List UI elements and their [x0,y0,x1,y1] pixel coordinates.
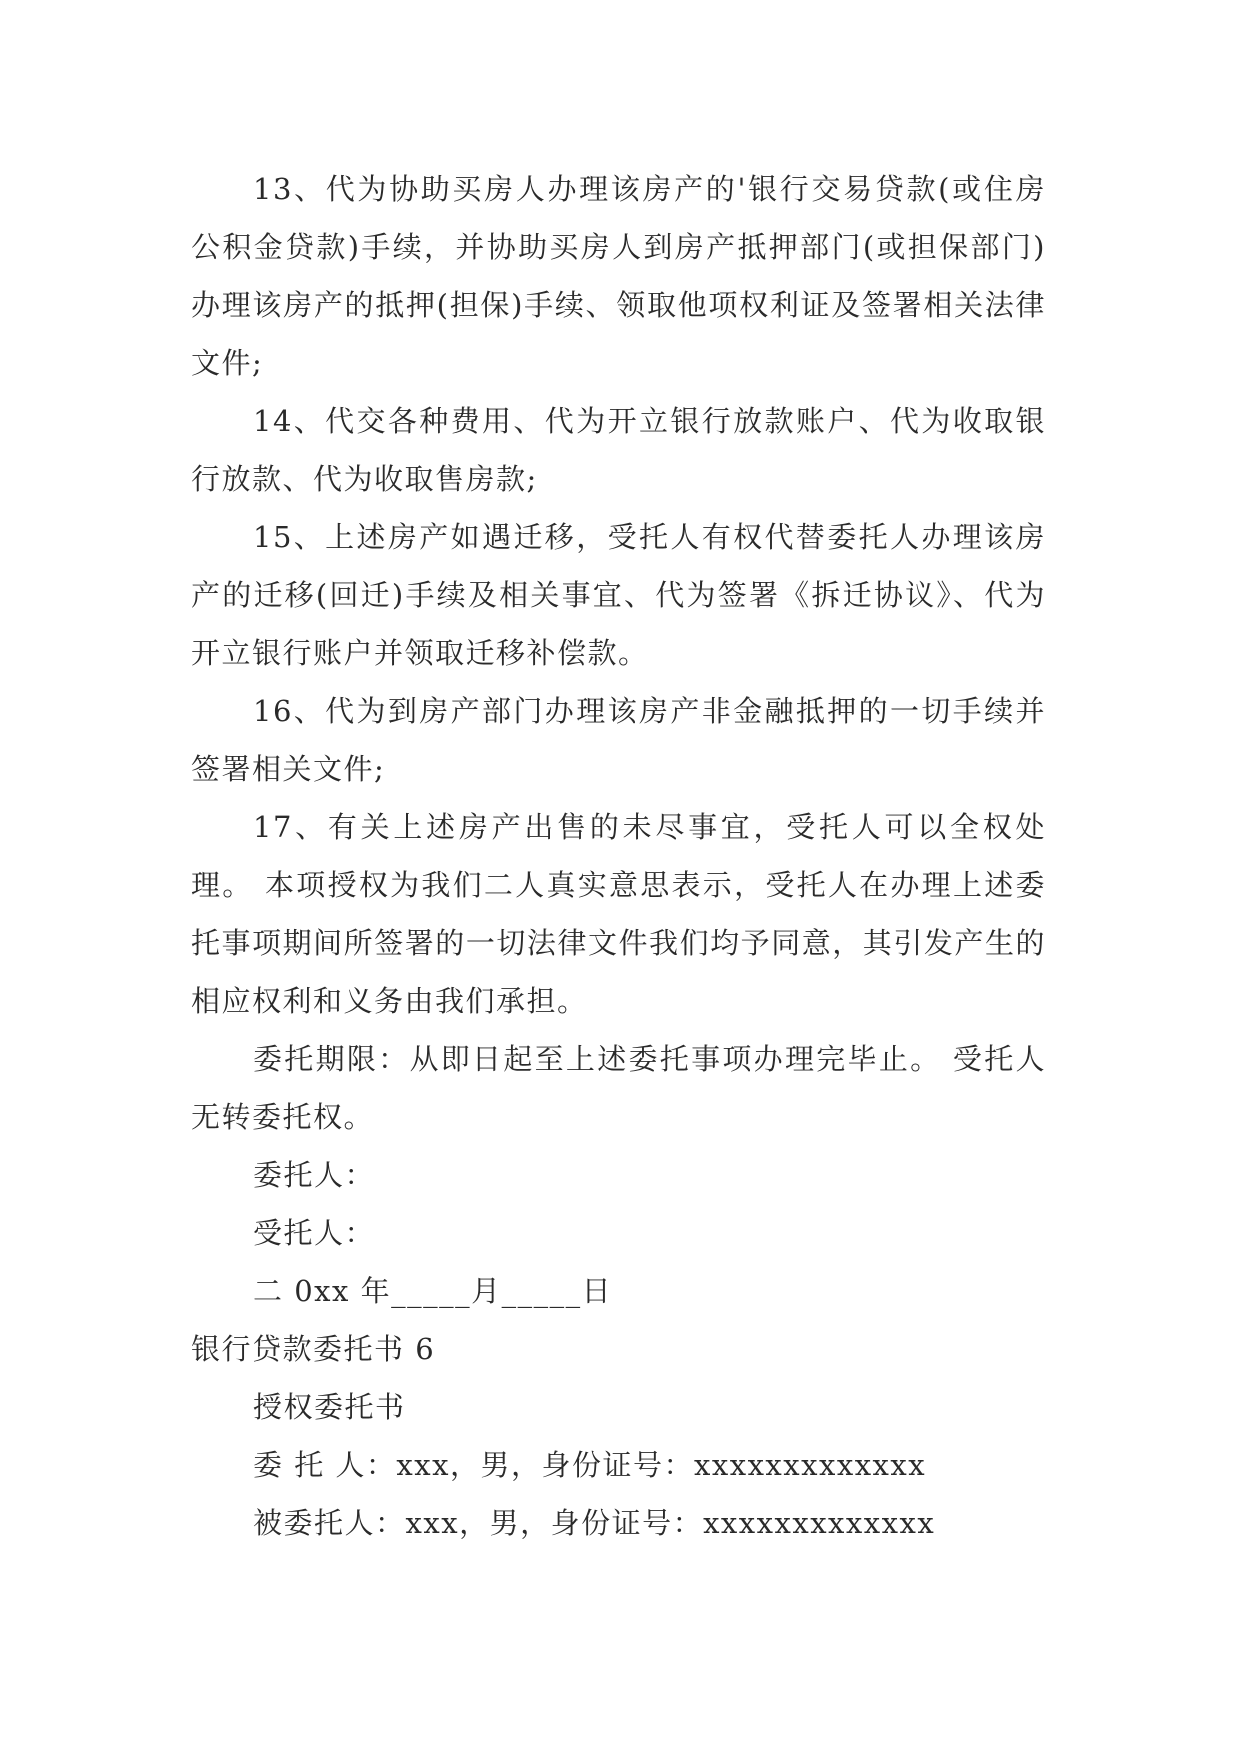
agent-info: 被委托人：xxx，男，身份证号：xxxxxxxxxxxxx [253,1506,936,1540]
document-body [191,160,1046,1552]
principal-signature: 委托人： [253,1158,376,1192]
principal-info: 委 托 人：xxx，男，身份证号：xxxxxxxxxxxxx [253,1448,927,1482]
clause-14: 14、代交各种费用、代为开立银行放款账户、代为收取银行放款、代为收取售房款; [191,404,1046,496]
clause-16: 16、代为到房产部门办理该房产非金融抵押的一切手续并签署相关文件; [191,694,1046,786]
clause-17: 17、有关上述房产出售的未尽事宜，受托人可以全权处理。 本项授权为我们二人真实意思表示，受托人在办理上述委托事项期间所签署的一切法律文件我们均予同意，其引发产生的相应权利和义务由我们承担。 [191,810,1046,1018]
section-title: 银行贷款委托书 6 [191,1332,436,1366]
entrust-period: 委托期限：从即日起至上述委托事项办理完毕止。 受托人无转委托权。 [191,1042,1046,1134]
document-title: 授权委托书 [253,1390,406,1424]
clause-13: 13、代为协助买房人办理该房产的'银行交易贷款(或住房公积金贷款)手续，并协助买房人到房产抵押部门(或担保部门)办理该房产的抵押(担保)手续、领取他项权利证及签署相关法律文件; [191,172,1046,380]
clause-15: 15、上述房产如遇迁移，受托人有权代替委托人办理该房产的迁移(回迁)手续及相关事宜、代为签署《拆迁协议》、代为开立银行账户并领取迁移补偿款。 [191,520,1046,670]
agent-signature: 受托人： [253,1216,376,1250]
date-line: 二 0xx 年_____月_____日 [253,1274,613,1308]
